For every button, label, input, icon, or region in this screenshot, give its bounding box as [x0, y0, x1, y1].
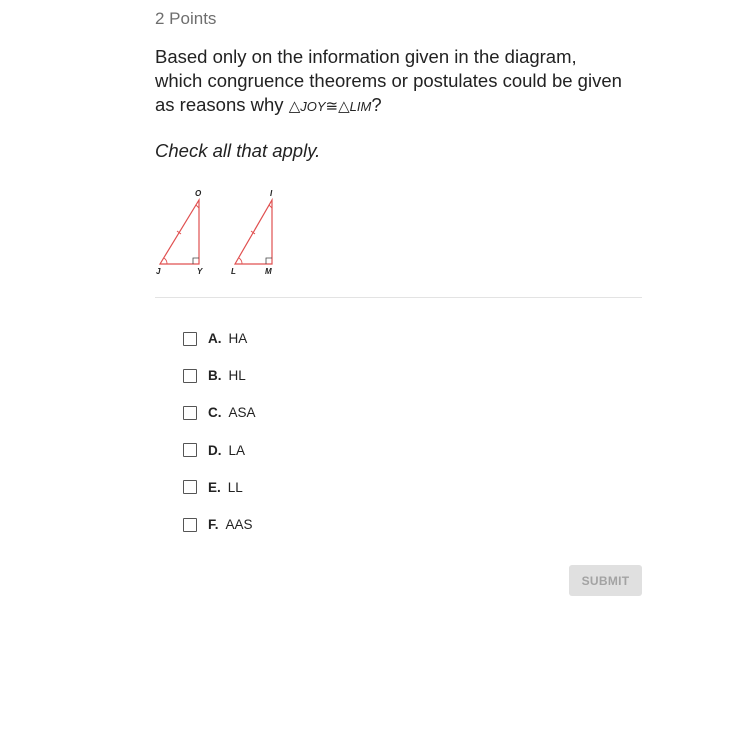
triangle-symbol-2: △: [338, 98, 350, 115]
triangle-lim-outline: [235, 200, 272, 264]
checkbox-c[interactable]: [183, 406, 197, 420]
option-letter: C.: [208, 405, 222, 421]
congruent-symbol: ≅: [325, 98, 339, 115]
checkbox-d[interactable]: [183, 443, 197, 457]
question-prompt: Based only on the information given in the diagram, which congruence theorems or postulates could be given as reasons why: [155, 46, 622, 115]
vertex-label-y: Y: [197, 267, 203, 276]
option-label: ASA: [228, 405, 256, 421]
checkbox-f[interactable]: [183, 518, 197, 532]
question-mark: ?: [371, 94, 382, 115]
angle-arc-l: [239, 258, 242, 264]
congruence-statement: [289, 99, 372, 114]
vertex-label-j: J: [156, 267, 161, 276]
vertex-label-l: L: [231, 267, 236, 276]
checkbox-a[interactable]: [183, 332, 197, 346]
triangle-joy-outline: [160, 200, 199, 264]
option-letter: B.: [208, 368, 222, 384]
option-letter: D.: [208, 442, 222, 458]
right-angle-mark-y: [193, 258, 199, 264]
answer-options: [183, 320, 256, 543]
vertex-label-m: M: [265, 267, 272, 276]
option-b[interactable]: [183, 357, 256, 394]
triangle-2-name: LIM: [349, 99, 372, 114]
option-label: LA: [228, 442, 246, 458]
option-letter: E.: [208, 479, 221, 495]
angle-arc-j: [164, 258, 167, 264]
triangle-1-name: JOY: [300, 99, 326, 114]
triangles-diagram: [150, 182, 290, 282]
triangle-symbol-1: △: [288, 98, 301, 115]
option-letter: F.: [208, 517, 219, 533]
option-label: AAS: [225, 517, 253, 533]
submit-button[interactable]: SUBMIT: [569, 565, 642, 596]
option-a[interactable]: [183, 320, 256, 357]
option-e[interactable]: [183, 469, 256, 506]
option-f[interactable]: [183, 506, 256, 543]
option-label: HA: [228, 331, 248, 347]
option-label: HL: [228, 368, 246, 384]
question-text: [155, 45, 625, 119]
divider: [155, 297, 642, 298]
vertex-label-o: O: [195, 189, 202, 198]
triangle-joy: [156, 189, 203, 276]
option-d[interactable]: [183, 432, 256, 469]
right-angle-mark-m: [266, 258, 272, 264]
instruction-text: Check all that apply.: [155, 140, 321, 161]
checkbox-e[interactable]: [183, 480, 197, 494]
vertex-label-i: I: [270, 189, 273, 198]
option-letter: A.: [208, 331, 222, 347]
option-c[interactable]: [183, 394, 256, 431]
points-label: 2 Points: [155, 9, 217, 28]
triangle-lim: [231, 189, 273, 276]
checkbox-b[interactable]: [183, 369, 197, 383]
option-label: LL: [227, 479, 243, 495]
